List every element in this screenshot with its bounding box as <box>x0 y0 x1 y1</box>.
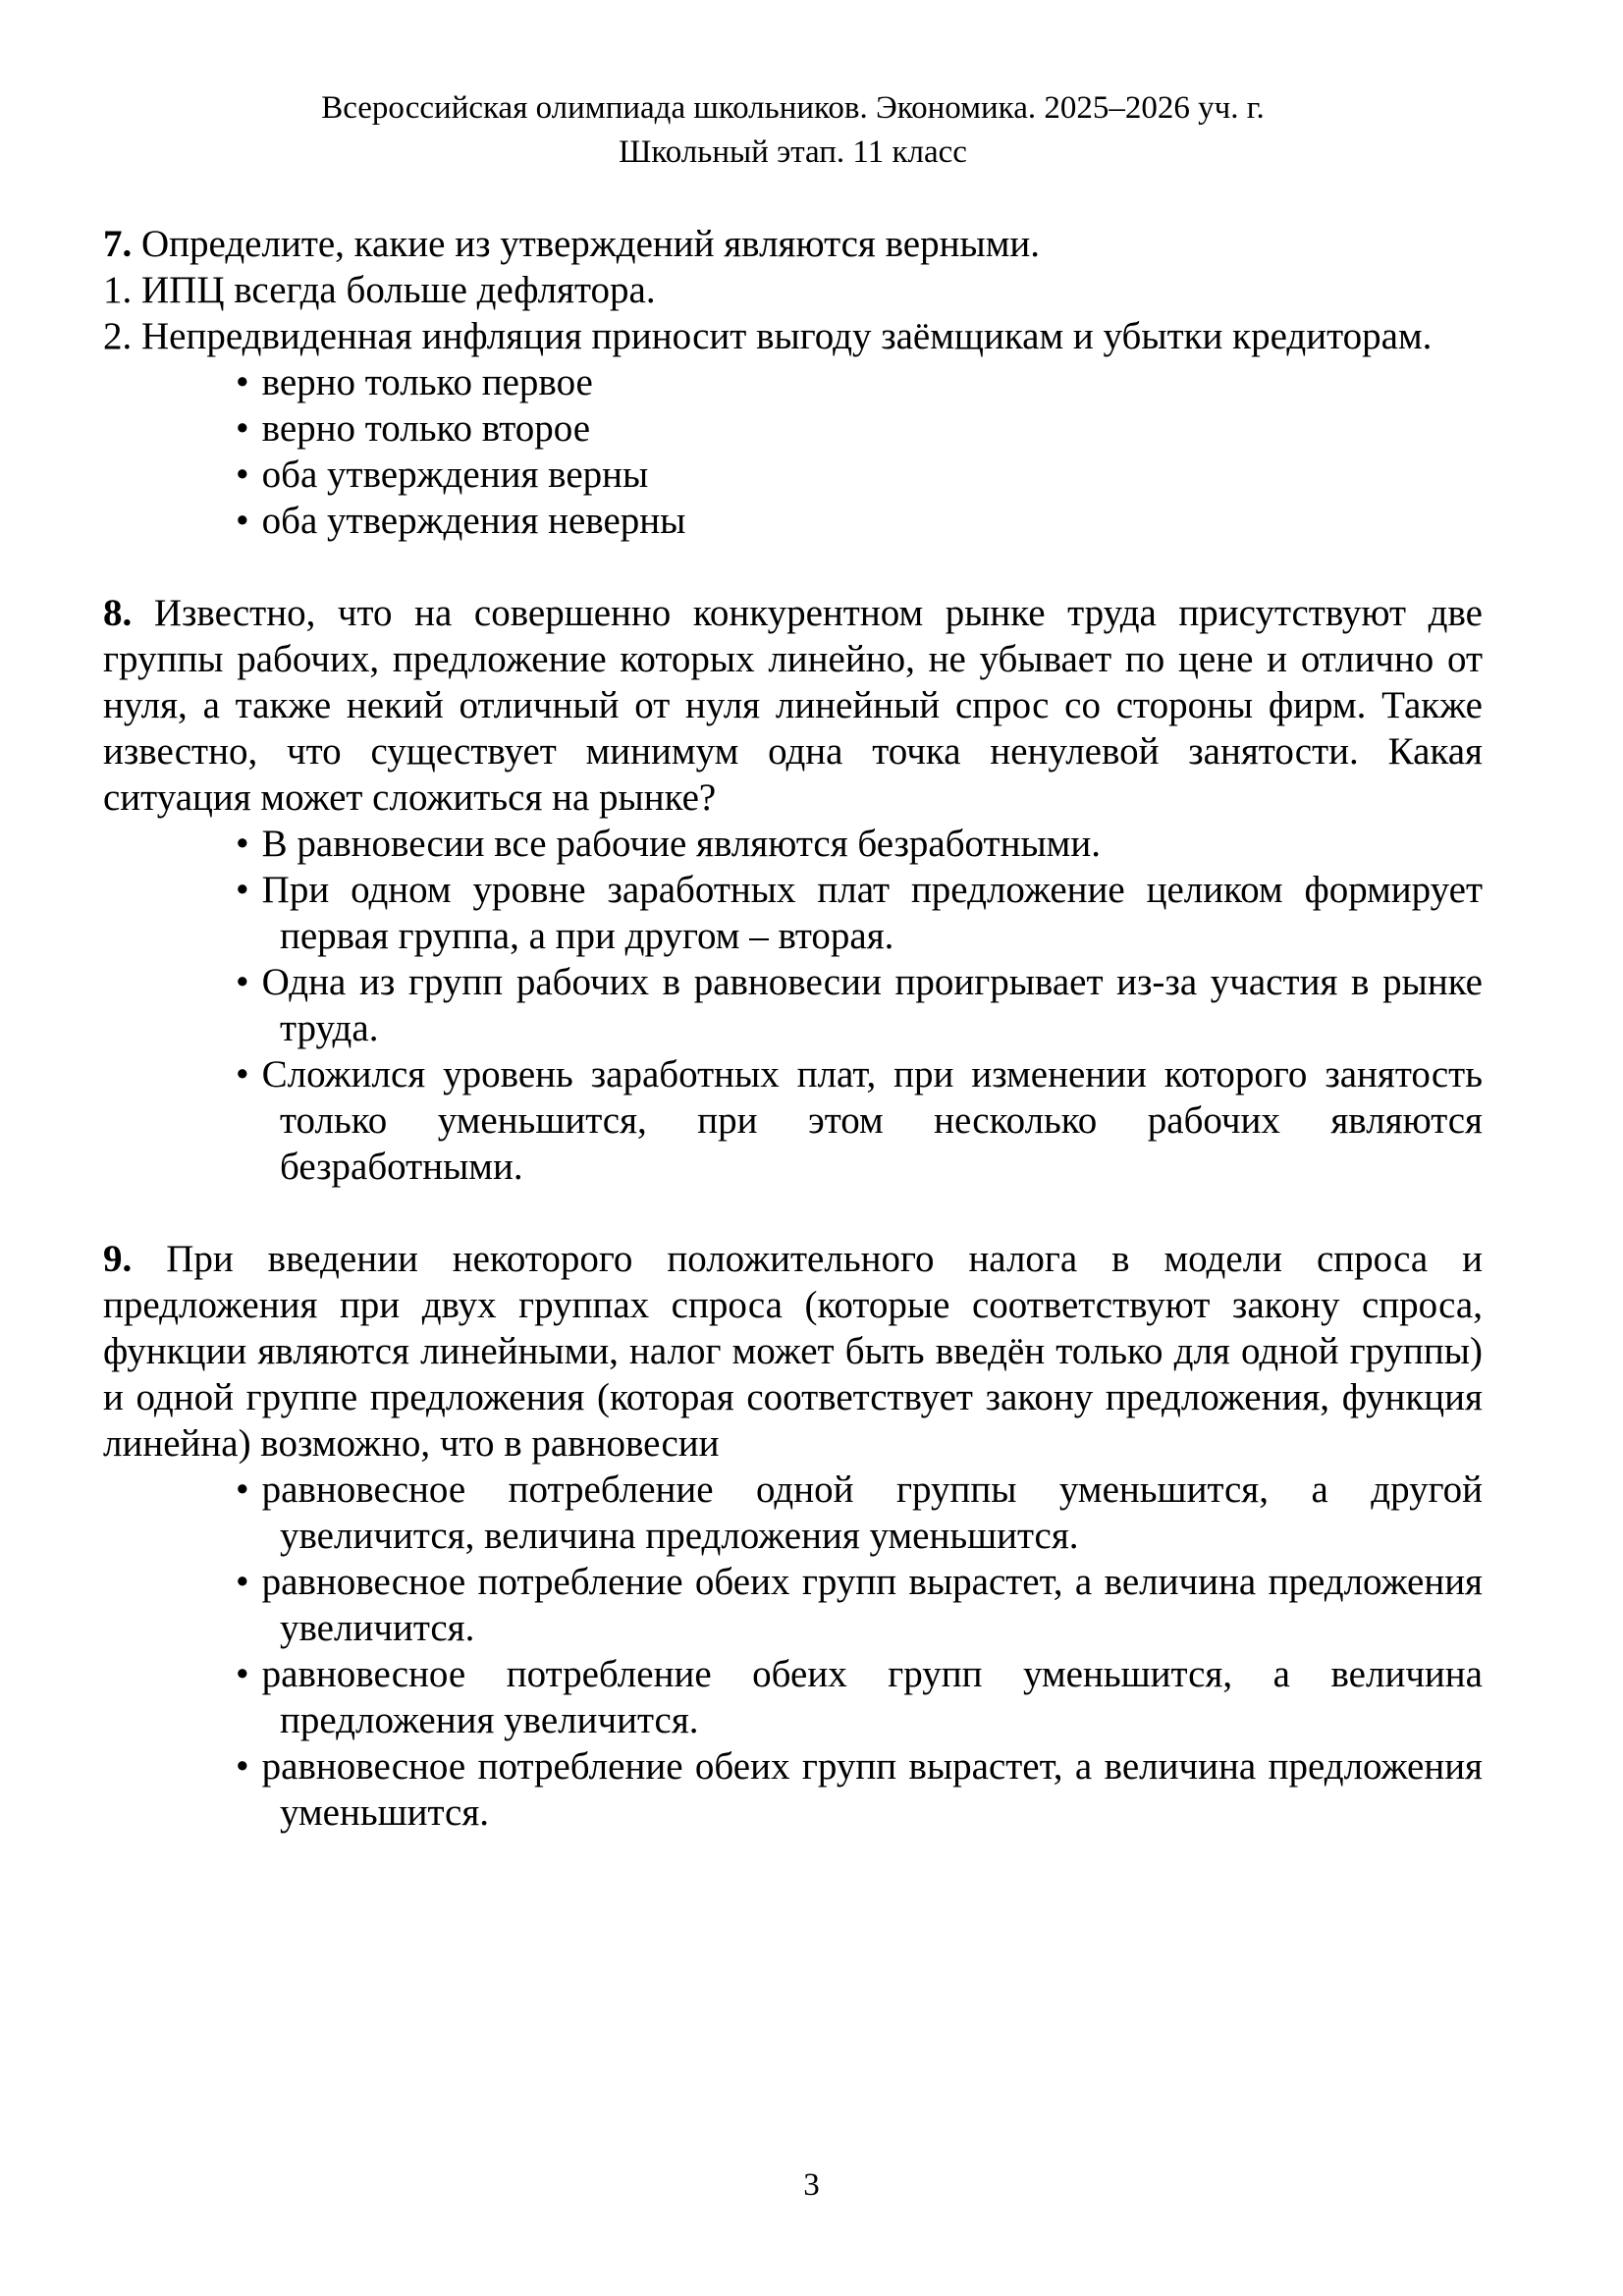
bullet-icon: • <box>236 1653 249 1695</box>
document-header <box>103 86 1483 175</box>
question-intro-text: Известно, что на совершенно конкурентном рынке труда присутствуют две группы рабочих, предложение которых линейно, не убывает по цене и отлично от нуля, а также некий отличный от нуля линейный спрос со стороны фирм. Также известно, что существует минимум одна точка ненулевой занятости. Какая ситуация может сложиться на рынке? <box>103 592 1483 819</box>
option-text: При одном уровне заработных плат предложение целиком формирует первая группа, а при другом – вторая. <box>261 869 1483 957</box>
header-title: Всероссийская олимпиада школьников. Экономика. 2025–2026 уч. г. <box>321 90 1265 126</box>
option-text: оба утверждения верны <box>261 454 649 496</box>
option <box>103 1651 1483 1743</box>
option-text: равновесное потребление обеих групп вырастет, а величина предложения увеличится. <box>261 1561 1483 1649</box>
option <box>103 1559 1483 1651</box>
bullet-icon: • <box>236 500 249 542</box>
option <box>103 1467 1483 1559</box>
question-number: 8. <box>103 592 133 634</box>
option <box>103 1051 1483 1190</box>
question-9 <box>103 1236 1483 1836</box>
option-text: Сложился уровень заработных плат, при изменении которого занятость только уменьшится, при этом несколько рабочих являются безработными. <box>261 1053 1483 1188</box>
option <box>103 498 1483 544</box>
question-number: 7. <box>103 223 133 265</box>
bullet-icon: • <box>236 961 249 1003</box>
option <box>103 359 1483 405</box>
question-7 <box>103 221 1483 544</box>
bullet-icon: • <box>236 407 249 450</box>
option-text: равновесное потребление одной группы уменьшится, а другой увеличится, величина предложения уменьшится. <box>261 1468 1483 1557</box>
header-subtitle: Школьный этап. 11 класс <box>619 134 967 170</box>
page-number: 3 <box>803 2167 820 2203</box>
option-text: верно только второе <box>261 407 591 450</box>
bullet-icon: • <box>236 1468 249 1511</box>
bullet-icon: • <box>236 1745 249 1788</box>
statement: 1. ИПЦ всегда больше дефлятора. <box>103 269 656 311</box>
question-intro <box>103 221 1483 267</box>
option <box>103 821 1483 867</box>
statement: 2. Непредвиденная инфляция приносит выгоду заёмщикам и убытки кредиторам. <box>103 315 1433 357</box>
bullet-icon: • <box>236 869 249 911</box>
question-intro <box>103 590 1483 821</box>
question-number: 9. <box>103 1238 133 1280</box>
option-text: равновесное потребление обеих групп уменьшится, а величина предложения увеличится. <box>261 1653 1483 1741</box>
option <box>103 452 1483 498</box>
bullet-icon: • <box>236 1053 249 1095</box>
question-8 <box>103 590 1483 1190</box>
option <box>103 867 1483 959</box>
option-text: Одна из групп рабочих в равновесии проигрывает из-за участия в рынке труда. <box>261 961 1483 1049</box>
question-intro-text: При введении некоторого положительного налога в модели спроса и предложения при двух группах спроса (которые соответствуют закону спроса, функции являются линейными, налог может быть введён только для одной группы) и одной группе предложения (которая соответствует закону предложения, функция линейна) возможно, что в равновесии <box>103 1238 1484 1465</box>
option <box>103 959 1483 1051</box>
bullet-icon: • <box>236 361 249 403</box>
question-intro-text: Определите, какие из утверждений являются верными. <box>141 223 1040 265</box>
option-text: В равновесии все рабочие являются безработными. <box>261 823 1101 865</box>
bullet-icon: • <box>236 1561 249 1603</box>
question-intro <box>103 1236 1483 1467</box>
bullet-icon: • <box>236 823 249 865</box>
option-text: равновесное потребление обеих групп вырастет, а величина предложения уменьшится. <box>261 1745 1483 1834</box>
option-text: оба утверждения неверны <box>261 500 686 542</box>
option <box>103 1743 1483 1836</box>
option <box>103 405 1483 452</box>
option-text: верно только первое <box>261 361 593 403</box>
bullet-icon: • <box>236 454 249 496</box>
